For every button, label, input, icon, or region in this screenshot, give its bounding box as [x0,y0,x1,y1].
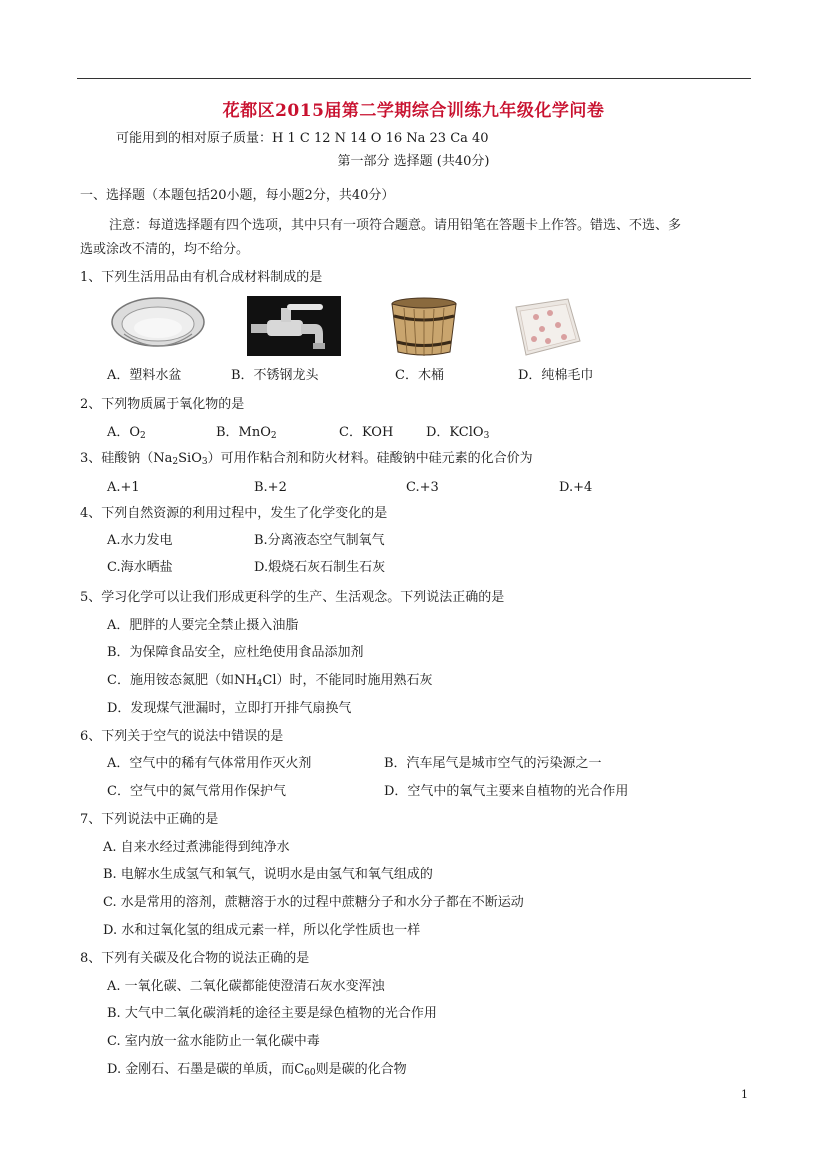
question-8-option-c: C. 室内放一盆水能防止一氧化碳中毒 [107,1034,320,1049]
question-2-option-d: D．KClO$_3$ [426,425,490,441]
question-1-option-b: B．不锈钢龙头 [231,368,319,383]
question-8-option-b: B. 大气中二氧化碳消耗的途径主要是绿色植物的光合作用 [107,1006,437,1021]
cotton-towel-image [508,297,584,359]
page-title: 花都区2015届第二学期综合训练九年级化学问卷 [222,101,605,121]
question-6-stem: 6、下列关于空气的说法中错误的是 [80,729,284,744]
question-3-option-d: D.+4 [559,480,593,495]
question-3-option-c: C.+3 [406,480,439,495]
top-rule [77,78,751,79]
note-line-1: 注意：每道选择题有四个选项，其中只有一项符合题意。请用铅笔在答题卡上作答。错选、不选、多 [109,218,682,233]
question-6-option-a: A．空气中的稀有气体常用作灭火剂 [107,756,312,771]
wooden-bucket-image [388,296,460,358]
question-5-option-b: B．为保障食品安全，应杜绝使用食品添加剂 [107,645,364,660]
question-6-option-d: D．空气中的氧气主要来自植物的光合作用 [384,784,629,799]
question-3-option-a: A.+1 [107,480,140,495]
question-7-option-b: B. 电解水生成氢气和氧气，说明水是由氢气和氧气组成的 [103,867,433,882]
question-5-option-c: C．施用铵态氮肥（如$NH_4Cl$）时，不能同时施用熟石灰 [107,673,433,689]
steel-faucet-image [247,296,341,356]
question-7-option-d: D. 水和过氧化氢的组成元素一样，所以化学性质也一样 [103,923,421,938]
question-8-option-a: A. 一氧化碳、二氧化碳都能使澄清石灰水变浑浊 [107,979,385,994]
question-5-option-d: D．发现煤气泄漏时，立即打开排气扇换气 [107,701,352,716]
question-1-option-c: C．木桶 [395,368,444,383]
section-heading: 一、选择题（本题包括20小题，每小题2分，共40分） [80,188,395,203]
question-8-stem: 8、下列有关碳及化合物的说法正确的是 [80,951,310,966]
question-7-option-c: C. 水是常用的溶剂，蔗糖溶于水的过程中蔗糖分子和水分子都在不断运动 [103,895,524,910]
question-5-stem: 5、学习化学可以让我们形成更科学的生产、生活观念。下列说法正确的是 [80,590,505,605]
part-title: 第一部分 选择题 (共40分) [337,154,490,169]
question-5-option-a: A．肥胖的人要完全禁止摄入油脂 [107,618,299,633]
question-4-option-d: D.煅烧石灰石制生石灰 [254,560,386,575]
question-2-option-a: A．$O_2$ [107,425,146,441]
atomic-masses: 可能用到的相对原子质量：H 1 C 12 N 14 O 16 Na 23 Ca 40 [116,131,489,146]
question-1-option-a: A．塑料水盆 [107,368,182,383]
plastic-basin-image [110,296,206,356]
question-4-option-a: A.水力发电 [107,533,173,548]
question-3-option-b: B.+2 [254,480,287,495]
question-2-stem: 2、下列物质属于氧化物的是 [80,397,245,412]
question-6-option-c: C．空气中的氮气常用作保护气 [107,784,286,799]
question-4-option-b: B.分离液态空气制氧气 [254,533,385,548]
question-4-option-c: C.海水晒盐 [107,560,173,575]
page-number: 1 [741,1088,748,1101]
question-1-stem: 1、下列生活用品由有机合成材料制成的是 [80,270,323,285]
note-line-2: 选或涂改不清的，均不给分。 [80,242,250,257]
question-2-option-c: C．KOH [339,425,394,440]
question-7-option-a: A. 自来水经过煮沸能得到纯净水 [103,840,290,855]
question-7-stem: 7、下列说法中正确的是 [80,812,219,827]
question-4-stem: 4、下列自然资源的利用过程中，发生了化学变化的是 [80,506,388,521]
question-8-option-d: D. 金刚石、石墨是碳的单质，而$C_{60}$则是碳的化合物 [107,1062,407,1078]
question-2-option-b: B．MnO$_2$ [216,425,277,441]
question-6-option-b: B．汽车尾气是城市空气的污染源之一 [384,756,602,771]
question-3-stem: 3、硅酸钠$(Na_2SiO_3)$可用作粘合剂和防火材料。硅酸钠中硅元素的化合价为 [80,451,533,467]
question-1-option-d: D．纯棉毛巾 [518,368,594,383]
